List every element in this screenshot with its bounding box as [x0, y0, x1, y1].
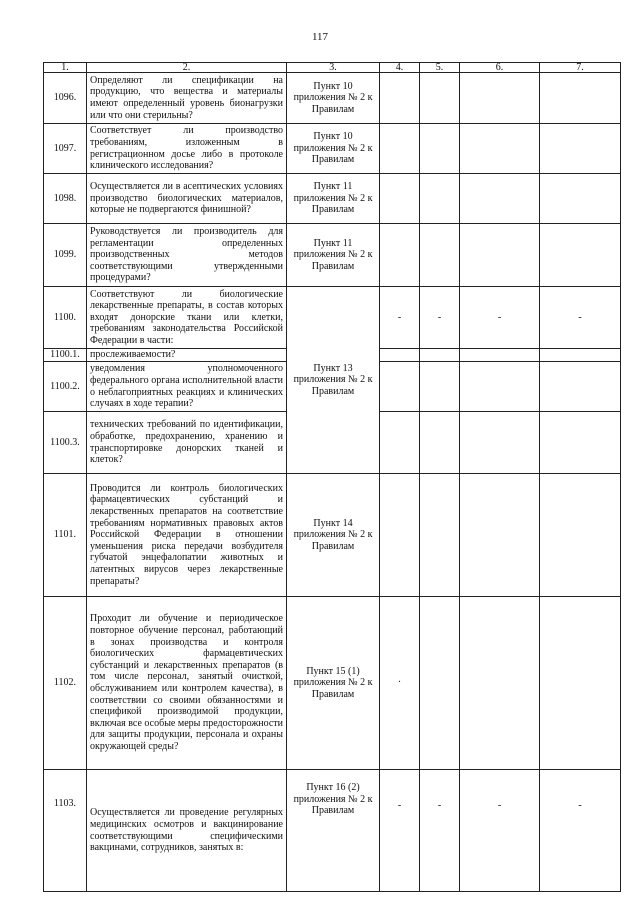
answer-cell[interactable]	[460, 73, 540, 124]
answer-cell[interactable]	[380, 474, 420, 597]
answer-cell[interactable]	[380, 174, 420, 224]
dash-cell: -	[420, 770, 460, 892]
reference-cell: Пункт 16 (2) приложения № 2 к Правилам	[287, 770, 380, 892]
answer-cell[interactable]	[380, 124, 420, 174]
answer-cell[interactable]	[540, 362, 621, 412]
mark-cell: ·	[380, 597, 420, 770]
answer-cell[interactable]	[460, 174, 540, 224]
answer-cell[interactable]	[460, 597, 540, 770]
row-number: 1099.	[44, 224, 87, 287]
table-row	[44, 224, 621, 287]
answer-cell[interactable]	[460, 412, 540, 474]
column-header: 3.	[287, 63, 380, 73]
question-cell: Осуществляется ли в асептических условиях производство биологических материалов, которые не подвергаются финишной?	[87, 174, 287, 224]
column-header: 5.	[420, 63, 460, 73]
header-row	[44, 63, 621, 73]
row-number: 1100.	[44, 287, 87, 349]
dash-cell: -	[460, 287, 540, 349]
table-row	[44, 770, 621, 892]
answer-cell[interactable]	[380, 224, 420, 287]
reference-cell: Пункт 14 приложения № 2 к Правилам	[287, 474, 380, 597]
table-row	[44, 73, 621, 124]
table-row	[44, 174, 621, 224]
answer-cell[interactable]	[460, 362, 540, 412]
answer-cell[interactable]	[380, 412, 420, 474]
reference-cell: Пункт 10 приложения № 2 к Правилам	[287, 73, 380, 124]
reference-cell: Пункт 11 приложения № 2 к Правилам	[287, 224, 380, 287]
dash-cell: -	[540, 770, 621, 892]
answer-cell[interactable]	[420, 597, 460, 770]
table-row	[44, 287, 621, 349]
row-number: 1100.3.	[44, 412, 87, 474]
column-header: 2.	[87, 63, 287, 73]
answer-cell[interactable]	[540, 597, 621, 770]
column-header: 1.	[44, 63, 87, 73]
answer-cell[interactable]	[540, 174, 621, 224]
answer-cell[interactable]	[420, 362, 460, 412]
column-header: 6.	[460, 63, 540, 73]
answer-cell[interactable]	[420, 412, 460, 474]
page-number: 117	[311, 31, 329, 43]
row-number: 1101.	[44, 474, 87, 597]
answer-cell[interactable]	[540, 124, 621, 174]
column-header: 4.	[380, 63, 420, 73]
checklist-table	[43, 62, 621, 892]
answer-cell[interactable]	[420, 73, 460, 124]
question-cell: уведомления уполномоченного федерального органа исполнительной власти о неблагоприятных реакциях и клинических случаях в ходе терапии?	[87, 362, 287, 412]
answer-cell[interactable]	[540, 474, 621, 597]
answer-cell[interactable]	[540, 412, 621, 474]
row-number: 1098.	[44, 174, 87, 224]
answer-cell[interactable]	[420, 174, 460, 224]
table-row	[44, 474, 621, 597]
reference-cell: Пункт 10 приложения № 2 к Правилам	[287, 124, 380, 174]
answer-cell[interactable]	[420, 124, 460, 174]
question-cell: Руководствуется ли производитель для регламентации определенных производственных методов соответствующими утвержденными процедурами?	[87, 224, 287, 287]
answer-cell[interactable]	[460, 474, 540, 597]
row-number: 1103.	[44, 770, 87, 892]
question-cell: Соответствуют ли биологические лекарственные препараты, в состав которых входят донорские ткани или клетки, требованиям законодательства Российской Федерации в части:	[87, 287, 287, 349]
column-header: 7.	[540, 63, 621, 73]
table-row	[44, 124, 621, 174]
row-number: 1096.	[44, 73, 87, 124]
answer-cell[interactable]	[460, 349, 540, 362]
answer-cell[interactable]	[380, 73, 420, 124]
dash-cell: -	[420, 287, 460, 349]
question-cell: Соответствует ли производство требованиям, изложенным в регистрационном досье либо в протоколе клинического исследования?	[87, 124, 287, 174]
dash-cell: -	[540, 287, 621, 349]
answer-cell[interactable]	[420, 474, 460, 597]
row-number: 1100.1.	[44, 349, 87, 362]
row-number: 1102.	[44, 597, 87, 770]
dash-cell: -	[380, 770, 420, 892]
question-cell: Определяют ли спецификации на продукцию, что вещества и материалы имеют определенный уровень бионагрузки или что они стерильны?	[87, 73, 287, 124]
table-row	[44, 597, 621, 770]
row-number: 1097.	[44, 124, 87, 174]
question-cell: Проходит ли обучение и периодическое повторное обучение персонал, работающий в зонах производства и контроля биологических фармацевтических субстанций и лекарственных препаратов (в том числе персонал, занятый очисткой, обслуживанием или контролем качества), в соответствии со своими обязанностями и спецификой производимой продукции, включая все особые меры предосторожности для защиты продукции, персонала и охраны окружающей среды?	[87, 597, 287, 770]
question-cell: Осуществляется ли проведение регулярных медицинских осмотров и вакцинирование соответствующими специфическими вакцинами, сотрудников, занятых в:	[87, 770, 287, 892]
answer-cell[interactable]	[420, 349, 460, 362]
question-cell: Проводится ли контроль биологических фармацевтических субстанций и лекарственных препаратов на соответствие требованиям нормативных правовых актов Российской Федерации в отношении уменьшения риска передачи возбудителя губчатой энцефалопатии животных и латентных вирусов через лекарственные препараты?	[87, 474, 287, 597]
question-cell: прослеживаемости?	[87, 349, 287, 362]
dash-cell: -	[380, 287, 420, 349]
answer-cell[interactable]	[540, 224, 621, 287]
answer-cell[interactable]	[380, 362, 420, 412]
row-number: 1100.2.	[44, 362, 87, 412]
answer-cell[interactable]	[420, 224, 460, 287]
answer-cell[interactable]	[540, 349, 621, 362]
reference-cell: Пункт 11 приложения № 2 к Правилам	[287, 174, 380, 224]
answer-cell[interactable]	[460, 124, 540, 174]
answer-cell[interactable]	[380, 349, 420, 362]
answer-cell[interactable]	[540, 73, 621, 124]
reference-cell: Пункт 13 приложения № 2 к Правилам	[287, 287, 380, 474]
reference-cell: Пункт 15 (1) приложения № 2 к Правилам	[287, 597, 380, 770]
question-cell: технических требований по идентификации, обработке, предохранению, хранению и транспортировке донорских тканей и клеток?	[87, 412, 287, 474]
dash-cell: -	[460, 770, 540, 892]
answer-cell[interactable]	[460, 224, 540, 287]
